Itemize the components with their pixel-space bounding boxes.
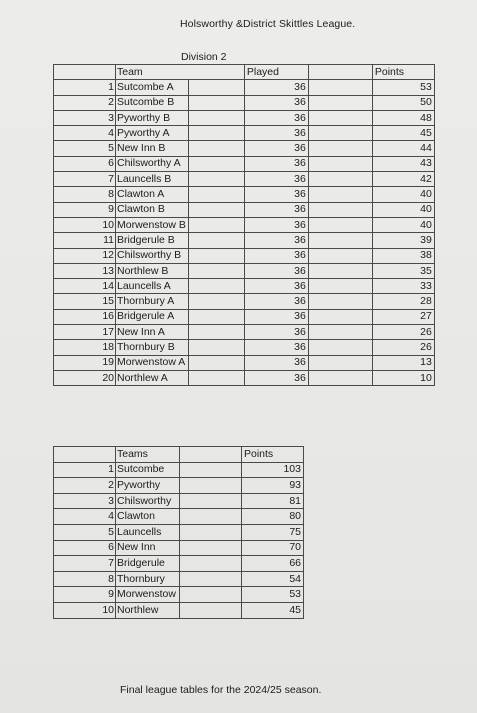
played-cell: 36: [244, 248, 308, 263]
points-cell: 26: [372, 325, 434, 340]
team-cell: Thornbury: [116, 571, 180, 587]
points-cell: 42: [372, 172, 434, 187]
team-cell: Pyworthy B: [116, 110, 189, 125]
points-cell: 27: [372, 309, 434, 324]
rank-cell: 15: [54, 294, 116, 309]
played-cell: 36: [244, 279, 308, 294]
table-row: [54, 202, 435, 217]
played-cell: 36: [244, 370, 308, 385]
table-row: [54, 462, 304, 478]
table-row: [54, 524, 304, 540]
team-cell: New Inn: [116, 540, 180, 556]
team-cell: Clawton B: [116, 202, 189, 217]
points-cell: 10: [372, 370, 434, 385]
table-row: [54, 370, 435, 385]
rank-cell: 5: [54, 524, 116, 540]
played-cell: 36: [244, 340, 308, 355]
blank-cell: [188, 325, 244, 340]
table-row: [54, 248, 435, 263]
points-cell: 39: [372, 233, 434, 248]
points-cell: 35: [372, 263, 434, 278]
points-cell: 33: [372, 279, 434, 294]
blank-cell: [188, 279, 244, 294]
table-row: [54, 156, 435, 171]
table-row: [54, 556, 304, 572]
team-cell: Chilsworthy B: [116, 248, 189, 263]
blank-cell: [188, 248, 244, 263]
blank-cell: [188, 263, 244, 278]
points-cell: 13: [372, 355, 434, 370]
blank-cell: [180, 540, 242, 556]
table-row: [54, 233, 435, 248]
rank-cell: 18: [54, 340, 116, 355]
blank-cell: [180, 524, 242, 540]
blank-cell: [308, 187, 372, 202]
points-cell: 40: [372, 202, 434, 217]
table-row: [54, 217, 435, 232]
team-cell: Sutcombe B: [116, 95, 189, 110]
table-row: [54, 263, 435, 278]
blank-cell: [180, 509, 242, 525]
blank-cell: [188, 80, 244, 95]
combined-table-body: [54, 447, 304, 619]
team-cell: Northlew: [116, 602, 180, 618]
rank-cell: 4: [54, 509, 116, 525]
table-row: [54, 309, 435, 324]
rank-cell: 12: [54, 248, 116, 263]
team-cell: Clawton: [116, 509, 180, 525]
played-cell: 36: [244, 95, 308, 110]
team-cell: New Inn B: [116, 141, 189, 156]
rank-cell: 7: [54, 556, 116, 572]
team-cell: Bridgerule B: [116, 233, 189, 248]
header-points: Points: [372, 65, 434, 80]
table-row: [54, 110, 435, 125]
team-cell: Launcells A: [116, 279, 189, 294]
blank-cell: [188, 294, 244, 309]
played-cell: 36: [244, 263, 308, 278]
points-cell: 50: [372, 95, 434, 110]
table-row: [54, 587, 304, 603]
blank-cell: [188, 370, 244, 385]
division-table-body: [54, 65, 435, 386]
blank-cell: [188, 355, 244, 370]
division-table: [53, 64, 435, 386]
played-cell: 36: [244, 80, 308, 95]
points-cell: 80: [242, 509, 304, 525]
points-cell: 81: [242, 493, 304, 509]
table-row: [54, 279, 435, 294]
rank-cell: 1: [54, 462, 116, 478]
played-cell: 36: [244, 126, 308, 141]
team-cell: New Inn A: [116, 325, 189, 340]
header-blank-cell: [54, 65, 116, 80]
points-cell: 70: [242, 540, 304, 556]
points-cell: 48: [372, 110, 434, 125]
rank-cell: 16: [54, 309, 116, 324]
team-cell: Launcells B: [116, 172, 189, 187]
played-cell: 36: [244, 294, 308, 309]
team-cell: Pyworthy A: [116, 126, 189, 141]
blank-cell: [308, 355, 372, 370]
blank-cell: [188, 340, 244, 355]
table-row: [54, 172, 435, 187]
combined-table: [53, 446, 304, 619]
blank-cell: [308, 263, 372, 278]
team-cell: Thornbury A: [116, 294, 189, 309]
points-cell: 54: [242, 571, 304, 587]
points-cell: 45: [372, 126, 434, 141]
rank-cell: 9: [54, 202, 116, 217]
team-cell: Chilsworthy A: [116, 156, 189, 171]
points-cell: 53: [242, 587, 304, 603]
blank-cell: [308, 233, 372, 248]
rank-cell: 11: [54, 233, 116, 248]
rank-cell: 8: [54, 187, 116, 202]
points-cell: 44: [372, 141, 434, 156]
team-cell: Bridgerule: [116, 556, 180, 572]
played-cell: 36: [244, 202, 308, 217]
table-row: [54, 478, 304, 494]
rank-cell: 2: [54, 95, 116, 110]
team-cell: Morwenstow A: [116, 355, 189, 370]
blank-cell: [180, 587, 242, 603]
points-cell: 66: [242, 556, 304, 572]
points-cell: 43: [372, 156, 434, 171]
blank-cell: [308, 95, 372, 110]
division-label: Division 2: [181, 51, 227, 63]
rank-cell: 9: [54, 587, 116, 603]
table-row: [54, 80, 435, 95]
played-cell: 36: [244, 309, 308, 324]
team-cell: Pyworthy: [116, 478, 180, 494]
team-cell: Launcells: [116, 524, 180, 540]
played-cell: 36: [244, 217, 308, 232]
played-cell: 36: [244, 110, 308, 125]
header-blank-cell: [308, 65, 372, 80]
rank-cell: 3: [54, 493, 116, 509]
played-cell: 36: [244, 156, 308, 171]
played-cell: 36: [244, 172, 308, 187]
table-row: [54, 141, 435, 156]
blank-cell: [188, 309, 244, 324]
blank-cell: [188, 202, 244, 217]
blank-cell: [308, 80, 372, 95]
rank-cell: 7: [54, 172, 116, 187]
rank-cell: 10: [54, 217, 116, 232]
team-cell: Clawton A: [116, 187, 189, 202]
rank-cell: 8: [54, 571, 116, 587]
table-row: [54, 340, 435, 355]
blank-cell: [308, 309, 372, 324]
team-cell: Morwenstow B: [116, 217, 189, 232]
table-row: [54, 602, 304, 618]
played-cell: 36: [244, 233, 308, 248]
table-row: [54, 355, 435, 370]
blank-cell: [308, 325, 372, 340]
points-cell: 45: [242, 602, 304, 618]
footer-note: Final league tables for the 2024/25 season.: [120, 684, 322, 696]
blank-cell: [308, 340, 372, 355]
table-row: [54, 540, 304, 556]
blank-cell: [308, 172, 372, 187]
team-cell: Chilsworthy: [116, 493, 180, 509]
blank-cell: [188, 187, 244, 202]
blank-cell: [308, 217, 372, 232]
team-cell: Bridgerule A: [116, 309, 189, 324]
blank-cell: [180, 571, 242, 587]
team-cell: Northlew A: [116, 370, 189, 385]
rank-cell: 13: [54, 263, 116, 278]
team-cell: Sutcombe: [116, 462, 180, 478]
blank-cell: [308, 294, 372, 309]
rank-cell: 6: [54, 156, 116, 171]
rank-cell: 1: [54, 80, 116, 95]
blank-cell: [308, 110, 372, 125]
league-title: Holsworthy &District Skittles League.: [180, 18, 356, 30]
blank-cell: [180, 493, 242, 509]
table-header-row: [54, 447, 304, 463]
header-blank-cell: [180, 447, 242, 463]
blank-cell: [188, 126, 244, 141]
team-cell: Sutcombe A: [116, 80, 189, 95]
blank-cell: [308, 156, 372, 171]
team-cell: Thornbury B: [116, 340, 189, 355]
rank-cell: 20: [54, 370, 116, 385]
rank-cell: 19: [54, 355, 116, 370]
points-cell: 26: [372, 340, 434, 355]
table-row: [54, 187, 435, 202]
header-blank-cell: [54, 447, 116, 463]
points-cell: 40: [372, 217, 434, 232]
header-team: Team: [116, 65, 245, 80]
table-row: [54, 95, 435, 110]
team-cell: Morwenstow: [116, 587, 180, 603]
table-row: [54, 294, 435, 309]
blank-cell: [180, 556, 242, 572]
blank-cell: [188, 233, 244, 248]
header-played: Played: [244, 65, 308, 80]
blank-cell: [308, 248, 372, 263]
table-row: [54, 126, 435, 141]
table-row: [54, 493, 304, 509]
blank-cell: [188, 141, 244, 156]
points-cell: 40: [372, 187, 434, 202]
points-cell: 53: [372, 80, 434, 95]
blank-cell: [188, 110, 244, 125]
rank-cell: 4: [54, 126, 116, 141]
rank-cell: 3: [54, 110, 116, 125]
played-cell: 36: [244, 187, 308, 202]
blank-cell: [188, 95, 244, 110]
table-row: [54, 571, 304, 587]
points-cell: 38: [372, 248, 434, 263]
blank-cell: [180, 602, 242, 618]
points-cell: 75: [242, 524, 304, 540]
blank-cell: [180, 478, 242, 494]
rank-cell: 14: [54, 279, 116, 294]
blank-cell: [308, 279, 372, 294]
table-header-row: [54, 65, 435, 80]
points-cell: 103: [242, 462, 304, 478]
blank-cell: [188, 156, 244, 171]
points-cell: 28: [372, 294, 434, 309]
rank-cell: 2: [54, 478, 116, 494]
rank-cell: 5: [54, 141, 116, 156]
header-points: Points: [242, 447, 304, 463]
blank-cell: [308, 126, 372, 141]
table-row: [54, 325, 435, 340]
blank-cell: [308, 370, 372, 385]
table-row: [54, 509, 304, 525]
rank-cell: 10: [54, 602, 116, 618]
blank-cell: [188, 172, 244, 187]
rank-cell: 6: [54, 540, 116, 556]
blank-cell: [180, 462, 242, 478]
blank-cell: [308, 202, 372, 217]
blank-cell: [308, 141, 372, 156]
blank-cell: [188, 217, 244, 232]
header-teams: Teams: [116, 447, 180, 463]
team-cell: Northlew B: [116, 263, 189, 278]
points-cell: 93: [242, 478, 304, 494]
played-cell: 36: [244, 141, 308, 156]
rank-cell: 17: [54, 325, 116, 340]
played-cell: 36: [244, 355, 308, 370]
played-cell: 36: [244, 325, 308, 340]
